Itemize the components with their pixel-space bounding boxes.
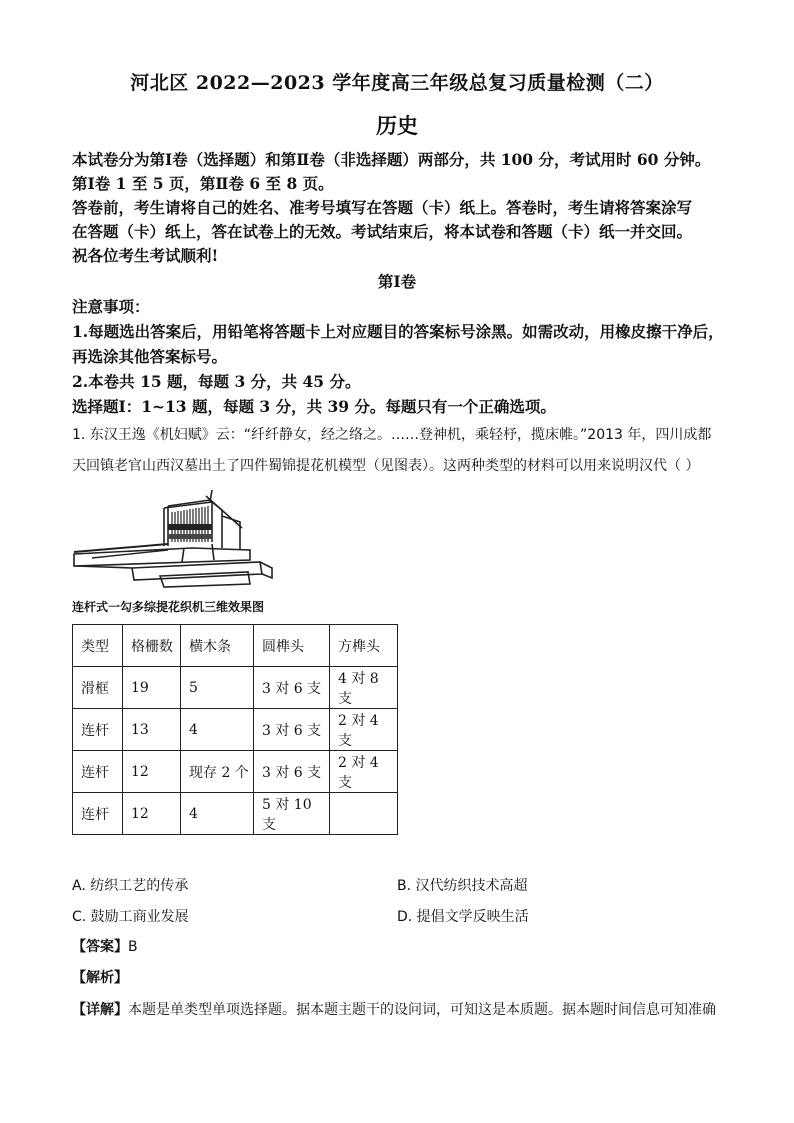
table-header-cell: 圆榫头 — [254, 625, 330, 667]
table-cell: 3 对 6 支 — [254, 667, 330, 709]
answer-value: B — [128, 939, 138, 955]
notes-line: 2.本卷共 15 题，每题 3 分，共 45 分。 — [72, 372, 361, 391]
detail-text: 本题是单类型单项选择题。据本题主题干的设问词，可知这是本质题。据本题时间信息可知准确 — [128, 1002, 716, 1018]
table-cell: 连杆 — [73, 709, 123, 751]
intro-line: 祝各位考生考试顺利! — [72, 246, 219, 265]
table-cell: 4 对 8 支 — [330, 667, 398, 709]
subject-title: 历史 — [376, 113, 418, 138]
table-header-cell: 方榫头 — [330, 625, 398, 667]
notes-heading: 注意事项： — [72, 297, 150, 316]
table-row — [73, 667, 398, 709]
figure-caption: 连杆式一勾多综提花织机三维效果图 — [72, 600, 265, 614]
table-cell: 滑框 — [73, 667, 123, 709]
table-cell: 2 对 4 支 — [330, 709, 398, 751]
table-row — [73, 793, 398, 835]
answer-line — [72, 936, 138, 956]
table-cell: 12 — [123, 793, 181, 835]
option-c[interactable]: C. 鼓励工商业发展 — [72, 909, 189, 925]
intro-line: 在答题（卡）纸上，答在试卷上的无效。考试结束后，将本试卷和答题（卡）纸一并交回。 — [72, 222, 693, 241]
answer-label: 【答案】 — [72, 939, 128, 955]
table-cell: 5 — [181, 667, 254, 709]
table-cell — [330, 793, 398, 835]
table-cell: 4 — [181, 709, 254, 751]
table-cell: 5 对 10 支 — [254, 793, 330, 835]
notes-line: 选择题Ⅰ：1~13 题，每题 3 分，共 39 分。每题只有一个正确选项。 — [72, 397, 556, 416]
table-header-cell: 类型 — [73, 625, 123, 667]
detail-label: 【详解】 — [72, 1002, 128, 1018]
analysis-line — [72, 967, 128, 987]
page-title: 河北区 2022—2023 学年度高三年级总复习质量检测（二） — [130, 72, 664, 94]
detail-line — [72, 999, 716, 1019]
notes-line: 1.每题选出答案后，用铅笔将答题卡上对应题目的答案标号涂黑。如需改动，用橡皮擦干净后， — [72, 322, 724, 341]
question-stem-line-1: 1. 东汉王逸《机妇赋》云：“纤纤静女，经之络之。……登神机，乘轻杼，揽床帷。”2013 年，四川成都 — [72, 427, 712, 443]
option-a[interactable]: A. 纺织工艺的传承 — [72, 878, 189, 894]
table-cell: 4 — [181, 793, 254, 835]
table-row — [73, 751, 398, 793]
table-header-cell: 横木条 — [181, 625, 254, 667]
intro-line: 本试卷分为第Ⅰ卷（选择题）和第Ⅱ卷（非选择题）两部分，共 100 分，考试用时 60 分钟。 — [72, 150, 711, 169]
section-title: 第Ⅰ卷 — [377, 272, 417, 291]
table-cell: 19 — [123, 667, 181, 709]
table-row — [73, 709, 398, 751]
table-cell: 3 对 6 支 — [254, 709, 330, 751]
notes-line: 再选涂其他答案标号。 — [72, 347, 228, 366]
intro-line: 答卷前，考生请将自己的姓名、准考号填写在答题（卡）纸上。答卷时，考生请将答案涂写 — [72, 198, 693, 217]
table-cell: 连杆 — [73, 751, 123, 793]
table-cell: 12 — [123, 751, 181, 793]
option-b[interactable]: B. 汉代纺织技术高超 — [397, 878, 528, 894]
table-cell: 2 对 4 支 — [330, 751, 398, 793]
option-d[interactable]: D. 提倡文学反映生活 — [397, 909, 529, 925]
intro-line: 第Ⅰ卷 1 至 5 页，第Ⅱ卷 6 至 8 页。 — [72, 174, 334, 193]
table-cell: 连杆 — [73, 793, 123, 835]
table-header-cell: 格栅数 — [123, 625, 181, 667]
analysis-label: 【解析】 — [72, 970, 128, 986]
table-cell: 3 对 6 支 — [254, 751, 330, 793]
table-header-row — [73, 625, 398, 667]
question-stem-line-2: 天回镇老官山西汉墓出土了四件蜀锦提花机模型（见图表）。这两种类型的材料可以用来说明汉代（ ） — [72, 458, 700, 474]
table-cell: 13 — [123, 709, 181, 751]
loom-figure-image — [72, 488, 294, 592]
table-cell: 现存 2 个 — [181, 751, 254, 793]
loom-data-table — [72, 624, 398, 835]
